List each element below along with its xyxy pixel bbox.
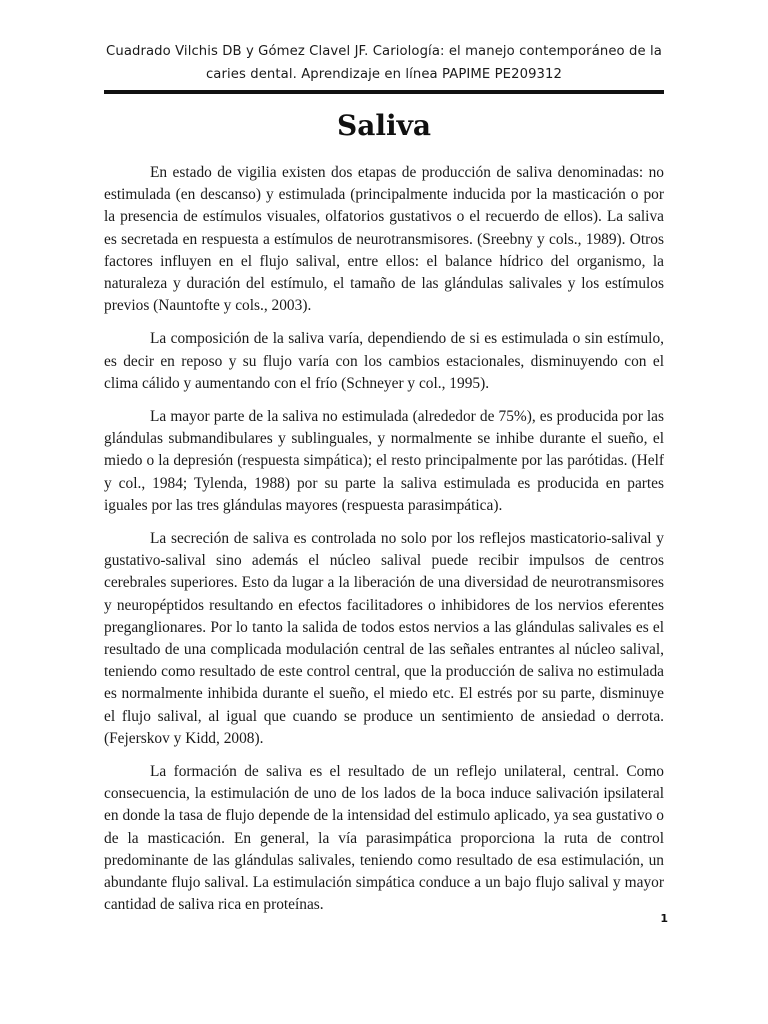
running-header-line-1: Cuadrado Vilchis DB y Gómez Clavel JF. Cariología: el manejo contemporáneo de la [106, 44, 662, 59]
paragraph-5: La formación de saliva es el resultado de un reflejo unilateral, central. Como consecuencia, la estimulación de uno de los lados de la boca induce salivación ipsilateral en donde la tasa de flujo depende de la intensidad del estimulo aplicado, ya sea gustativo o de la masticación. En general, la vía parasimpática proporciona la ruta de control predominante de las glándulas salivales, teniendo como resultado de esa estimulación, un abundante flujo salival. La estimulación simpática conduce a un bajo flujo salival y mayor cantidad de saliva rica en proteínas. [104, 763, 664, 914]
paragraph-4: La secreción de saliva es controlada no solo por los reflejos masticatorio-salival y gustativo-salival sino además el núcleo salival puede recibir impulsos de centros cerebrales superiores. Esto da lugar a la liberación de una diversidad de neurotransmisores y neuropéptidos resultando en efectos facilitadores o inhibidores de los nervios eferentes preganglionares. Por lo tanto la salida de todos estos nervios a las glándulas salivales es el resultado de una complicada modulación central de las señales entrantes al núcleo salival, teniendo como resultado de este control central, que la producción de saliva no estimulada es normalmente inhibida durante el sueño, el miedo etc. El estrés por su parte, disminuye el flujo salival, al igual que cuando se produce un sentimiento de ansiedad o derrota. (Fejerskov y Kidd, 2008). [104, 530, 664, 747]
paragraph-1: En estado de vigilia existen dos etapas de producción de saliva denominadas: no estimulada (en descanso) y estimulada (principalmente inducida por la masticación o por la presencia de estímulos visuales, olfatorios gustativos o el recuerdo de ellos). La saliva es secretada en respuesta a estímulos de neurotransmisores. (Sreebny y cols., 1989). Otros factores influyen en el flujo salival, entre ellos: el balance hídrico del organismo, la naturaleza y duración del estímulo, el tamaño de las glándulas salivales y los estímulos previos (Nauntofte y cols., 2003). [104, 164, 664, 315]
page-number: 1 [660, 912, 668, 925]
header-divider [104, 90, 664, 94]
paragraph-3: La mayor parte de la saliva no estimulada (alrededor de 75%), es producida por las glándulas submandibulares y sublinguales, y normalmente se inhibe durante el sueño, el miedo o la depresión (respuesta simpática); el resto principalmente por las parótidas. (Helf y col., 1984; Tylenda, 1988) por su parte la saliva estimulada es producida en partes iguales por las tres glándulas mayores (respuesta parasimpática). [104, 408, 664, 514]
running-header [104, 40, 664, 86]
body-text [104, 162, 664, 917]
paragraph-2: La composición de la saliva varía, dependiendo de si es estimulada o sin estímulo, es decir en reposo y su flujo varía con los cambios estacionales, disminuyendo con el clima cálido y aumentando con el frío (Schneyer y col., 1995). [104, 330, 664, 392]
page-title: Saliva [336, 109, 432, 142]
running-header-line-2: caries dental. Aprendizaje en línea PAPIME PE209312 [205, 67, 563, 82]
